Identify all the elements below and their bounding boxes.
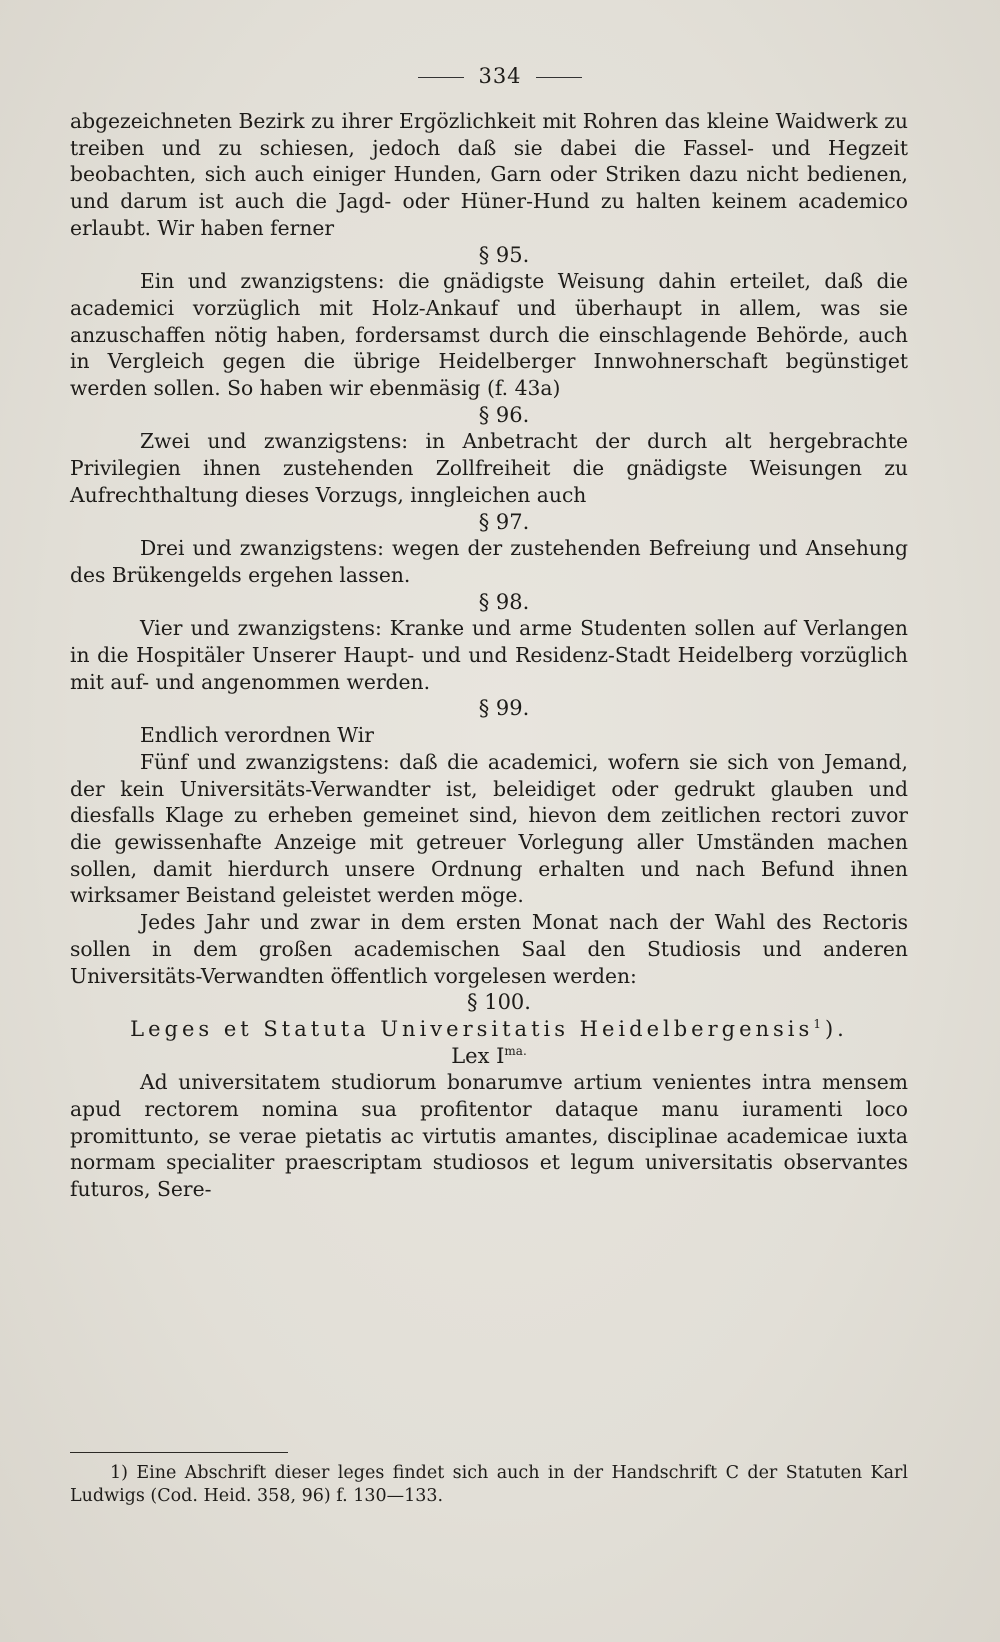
page-number-dash-right <box>536 77 582 78</box>
statutes-title-close: ). <box>824 1016 848 1041</box>
lex-heading <box>70 1043 908 1070</box>
body-text <box>70 108 908 1203</box>
statutes-title-text: Leges et Statuta Universitatis Heidelbergensis <box>130 1016 814 1041</box>
paragraph-section-96: Zwei und zwanzigstens: in Anbetracht der durch alt hergebrachte Privilegien ihnen zustehenden Zollfreiheit die gnädigste Weisungen zu Aufrechthaltung dieses Vorzugs, inngleichen auch <box>70 429 908 507</box>
paragraph-continuation: abgezeichneten Bezirk zu ihrer Ergözlichkeit mit Rohren das kleine Waidwerk zu treiben und zu schiesen, jedoch daß sie dabei die Fassel- und Hegzeit beobachten, sich auch einiger Hunden, Garn oder Striken dazu nicht bedienen, und darum ist auch die Jagd- oder Hüner-Hund zu halten keinem academico erlaubt. Wir haben ferner <box>70 109 908 240</box>
paragraph-reading-instruction: Jedes Jahr und zwar in dem ersten Monat nach der Wahl des Rectoris sollen in dem großen academischen Saal den Studiosis und anderen Universitäts-Verwandten öffentlich vorgelesen werden: <box>70 910 908 988</box>
paragraph-section-95: Ein und zwanzigstens: die gnädigste Weisung dahin erteilet, daß die academici vorzüglich mit Holz-Ankauf und überhaupt in allem, was sie anzuschaffen nötig haben, fordersamst durch die einschlagende Behörde, auch in Vergleich gegen die übrige Heidelberger Innwohnerschaft begünstiget werden sollen. So haben wir ebenmäsig (f. 43a) <box>70 269 908 401</box>
statutes-title <box>70 1016 908 1043</box>
footnote <box>70 1462 908 1508</box>
paragraph-section-99: Fünf und zwanzigstens: daß die academici, wofern sie sich von Jemand, der kein Universitäts-Verwandter ist, beleidiget oder gedrukt glauben und diesfalls Klage zu erheben gemeinet sind, hievon dem zeitlichen rectori zuvor die gewissenhafte Anzeige mit getreuer Vorlegung aller Umständen machen sollen, damit hierdurch unsere Ordnung erhalten und nach Befund ihnen wirksamer Beistand geleistet werden möge. <box>70 749 908 908</box>
page-number: 334 <box>478 64 522 88</box>
page-number-line <box>0 64 1000 88</box>
section-96-heading: § 96. <box>478 402 530 427</box>
section-97-heading: § 97. <box>478 509 530 534</box>
paragraph-section-98: Vier und zwanzigstens: Kranke und arme Studenten sollen auf Verlangen in die Hospitäler Unserer Haupt- und und Residenz-Stadt Heidelberg vorzüglich mit auf- und angenommen werden. <box>70 616 908 694</box>
footnote-rule <box>70 1452 288 1453</box>
paragraph-section-99-intro: Endlich verordnen Wir <box>140 723 374 748</box>
section-99-heading: § 99. <box>478 696 530 721</box>
section-100-heading: § 100. <box>467 990 531 1015</box>
page-number-dash-left <box>418 77 464 78</box>
paragraph-section-97: Drei und zwanzigstens: wegen der zustehenden Befreiung und Ansehung des Brükengelds ergehen lassen. <box>70 536 908 587</box>
statutes-title-footnote-mark: 1 <box>813 1016 825 1031</box>
lex-heading-sup: ma. <box>504 1043 527 1058</box>
section-95-heading: § 95. <box>478 242 530 267</box>
lex-heading-text: Lex I <box>451 1043 505 1068</box>
paragraph-lex-prima: Ad universitatem studiorum bonarumve artium venientes intra mensem apud rectorem nomina sua profitentor dataque manu iuramenti loco promittunto, se verae pietatis ac virtutis amantes, disciplinae academicae iuxta normam specialiter praescriptam studiosos et legum universitatis observantes futuros, Sere- <box>70 1070 908 1202</box>
footnote-text: 1) Eine Abschrift dieser leges findet sich auch in der Handschrift C der Statuten Karl Ludwigs (Cod. Heid. 358, 96) f. 130—133. <box>70 1463 908 1506</box>
section-98-heading: § 98. <box>478 589 530 614</box>
